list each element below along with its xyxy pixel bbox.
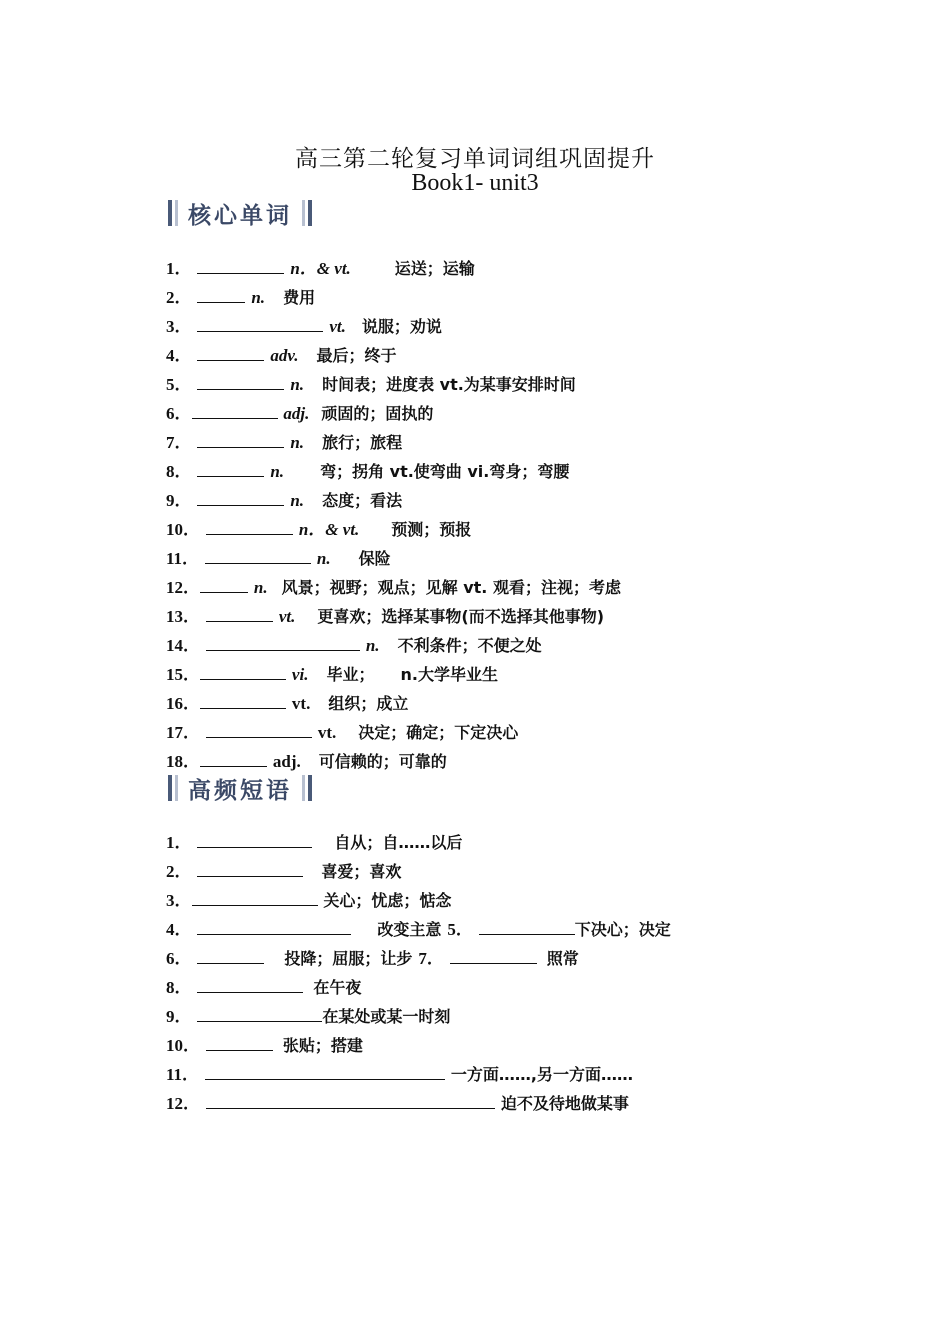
answer-blank[interactable] [200,693,286,709]
answer-blank[interactable] [197,948,264,964]
list-item: 11． n. 保险 [166,549,391,568]
section-bars-left [168,775,178,801]
section-bars-right [302,775,312,801]
answer-blank[interactable] [206,635,360,651]
answer-blank[interactable] [197,287,245,303]
answer-blank[interactable] [197,374,284,390]
answer-blank[interactable] [197,461,264,477]
answer-blank[interactable] [205,1064,445,1080]
answer-blank[interactable] [197,345,264,361]
list-item: 11． 一方面……,另一方面…… [166,1065,633,1084]
list-item: 1． 自从；自……以后 [166,833,463,852]
section-bars-left [168,200,178,226]
list-item: 4． adv. 最后；终于 [166,346,397,365]
list-item: 3． vt. 说服；劝说 [166,317,442,336]
answer-blank[interactable] [192,890,318,906]
section-label: 核心单词 [188,201,292,229]
list-item: 12． n. 风景；视野；观点；见解 vt. 观看；注视；考虑 [166,578,621,597]
list-item: 5． n. 时间表；进度表 vt.为某事安排时间 [166,375,576,394]
list-item: 13． vt. 更喜欢；选择某事物(而不选择其他事物) [166,607,605,626]
answer-blank[interactable] [479,919,575,935]
answer-blank[interactable] [200,664,286,680]
section-header-core-words [168,198,312,228]
list-item: 6． adj. 顽固的；固执的 [166,404,434,423]
answer-blank[interactable] [192,403,278,419]
list-item: 16． vt. 组织；成立 [166,694,409,713]
list-item: 15． vi. 毕业； n.大学毕业生 [166,665,498,684]
list-item: 1． n．& vt. 运送；运输 [166,259,475,278]
list-item: 4． 改变主意 5． 下决心；决定 [166,920,671,939]
list-item: 3． 关心；忧虑；惦念 [166,891,452,910]
list-item: 9． n. 态度；看法 [166,491,403,510]
list-item: 18． adj. 可信赖的；可靠的 [166,752,447,771]
answer-blank[interactable] [197,316,323,332]
list-item: 14． n. 不利条件；不便之处 [166,636,542,655]
list-item: 7． n. 旅行；旅程 [166,433,403,452]
list-item: 2． 喜爱；喜欢 [166,862,402,881]
list-item: 12． 迫不及待地做某事 [166,1094,629,1113]
list-item: 6． 投降；屈服；让步 7． 照常 [166,949,579,968]
answer-blank[interactable] [206,606,273,622]
section-bars-right [302,200,312,226]
answer-blank[interactable] [197,258,284,274]
answer-blank[interactable] [197,861,303,877]
answer-blank[interactable] [206,1035,273,1051]
section-header-phrases [168,773,312,803]
answer-blank[interactable] [206,1093,495,1109]
page-subtitle: Book1- unit3 [411,170,539,196]
answer-blank[interactable] [197,832,312,848]
section-label: 高频短语 [188,776,292,804]
answer-blank[interactable] [197,490,284,506]
list-item: 10． 张贴；搭建 [166,1036,363,1055]
list-item: 8． 在午夜 [166,978,362,997]
answer-blank[interactable] [205,548,311,564]
answer-blank[interactable] [200,577,248,593]
answer-blank[interactable] [206,519,293,535]
list-item: 8． n. 弯；拐角 vt.使弯曲 vi.弯身；弯腰 [166,462,570,481]
answer-blank[interactable] [197,432,284,448]
answer-blank[interactable] [450,948,537,964]
answer-blank[interactable] [206,722,312,738]
list-item: 2． n. 费用 [166,288,316,307]
answer-blank[interactable] [197,919,351,935]
list-item: 9． 在某处或某一时刻 [166,1007,451,1026]
list-item: 17． vt. 决定；确定；下定决心 [166,723,519,742]
answer-blank[interactable] [200,751,267,767]
answer-blank[interactable] [197,1006,322,1022]
answer-blank[interactable] [197,977,303,993]
list-item: 10． n．& vt. 预测；预报 [166,520,472,539]
page-title: 高三第二轮复习单词词组巩固提升 [295,146,655,172]
